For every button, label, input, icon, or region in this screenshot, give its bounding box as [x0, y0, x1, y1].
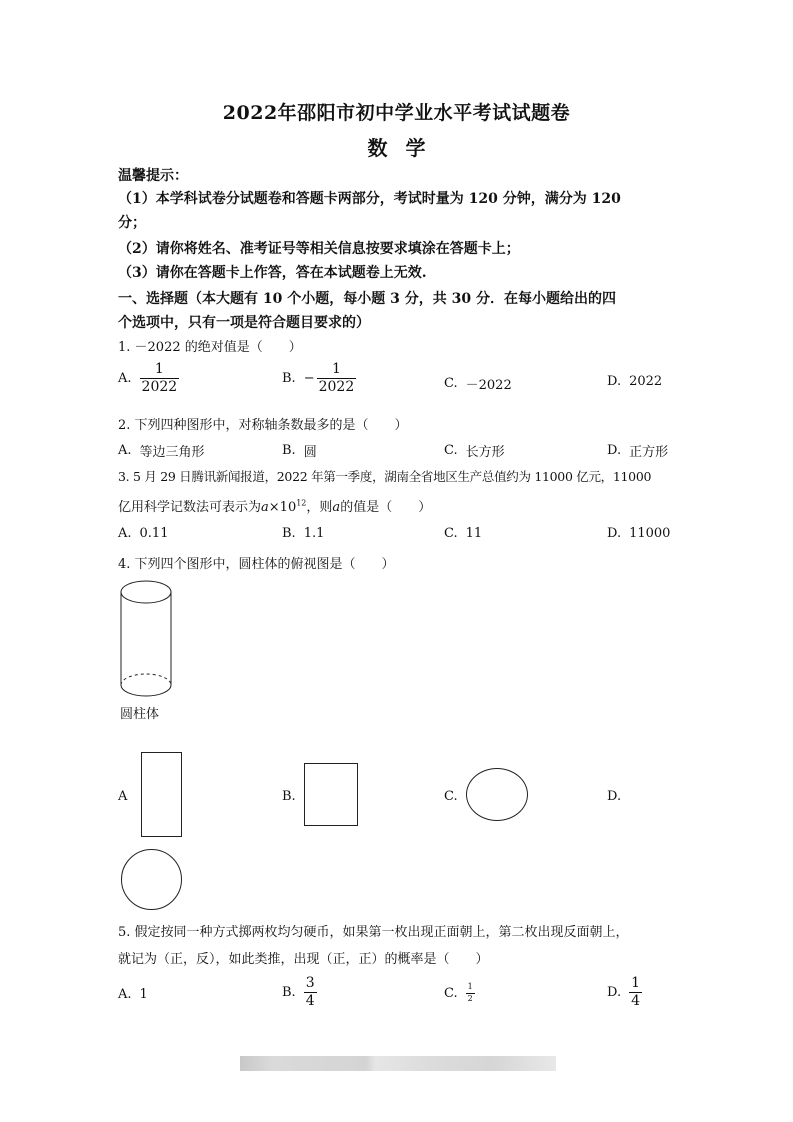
fraction: $\frac{1}{2}$ — [467, 982, 473, 1003]
fraction: $\frac{1}{2022}$ — [141, 361, 178, 396]
notice-item-1-cont: 分； — [118, 215, 146, 231]
notice-item-2: （2）请你将姓名、准考证号等相关信息按要求填涂在答题卡上； — [118, 241, 520, 257]
cylinder-figure — [118, 578, 178, 703]
question-3-option-d[interactable]: D. 11000 — [607, 526, 671, 541]
question-1-stem: 1. －2022 的绝对值是（ ） — [118, 340, 302, 355]
question-3-option-c[interactable]: C. 11 — [444, 526, 483, 541]
question-5-option-a[interactable]: A. 1 — [118, 987, 148, 1002]
notice-item-3: （3）请你在答题卡上作答，答在本试题卷上无效. — [118, 265, 427, 281]
subject-title: 数学 — [367, 136, 444, 160]
question-2-option-c[interactable]: C. 长方形 — [444, 443, 505, 460]
question-1-option-a[interactable] — [118, 362, 179, 396]
question-5-option-c[interactable]: C. $\frac{1}{2}$ — [444, 982, 473, 1003]
exam-title: 2022年邵阳市初中学业水平考试试题卷 — [222, 102, 571, 124]
option-b-square[interactable] — [304, 763, 358, 826]
cylinder-caption: 圆柱体 — [120, 707, 160, 722]
question-4-stem: 4. 下列四个图形中，圆柱体的俯视图是（ ） — [118, 557, 395, 572]
fraction: $\frac{3}{4}$ — [305, 975, 315, 1010]
option-label: A. — [118, 371, 132, 387]
question-3-stem-line1: 3. 5 月 29 日腾讯新闻报道，2022 年第一季度，湖南全省地区生产总值约为 11000 亿元，11000 — [118, 469, 652, 484]
question-1-option-d[interactable]: D. 2022 — [607, 374, 663, 389]
blurred-footer-watermark — [240, 1056, 556, 1071]
option-a-rectangle[interactable] — [141, 752, 182, 837]
option-c-ellipse[interactable] — [466, 768, 528, 821]
question-3-stem-line2: 亿用科学记数法可表示为$a\times 10^{12}$，则a的值是（ ） — [118, 498, 432, 515]
question-2-option-b[interactable]: B. 圆 — [282, 443, 317, 460]
question-5-stem-line1: 5. 假定按同一种方式掷两枚均匀硬币，如果第一枚出现正面朝上，第二枚出现反面朝上， — [118, 925, 629, 940]
fraction: $\frac{1}{2022}$ — [318, 361, 355, 396]
question-4-option-b-label[interactable]: B. — [282, 789, 296, 804]
question-5-stem-line2: 就记为（正，反），如此类推，出现（正，正）的概率是（ ） — [118, 952, 489, 967]
notice-item-1: （1）本学科试卷分试题卷和答题卡两部分，考试时量为 120 分钟，满分为 120 — [118, 191, 621, 207]
question-2-option-d[interactable]: D. 正方形 — [607, 443, 669, 460]
question-3-option-b[interactable]: B. 1.1 — [282, 526, 325, 541]
fraction: $\frac{1}{4}$ — [631, 975, 641, 1010]
question-2-stem: 2. 下列四种图形中，对称轴条数最多的是（ ） — [118, 418, 408, 433]
question-1-option-b[interactable]: B. − $\frac{1}{2022}$ — [282, 361, 355, 396]
question-4-option-d-label[interactable]: D. — [607, 789, 622, 804]
question-3-option-a[interactable]: A. 0.11 — [118, 526, 169, 541]
notice-heading: 温馨提示： — [118, 168, 188, 184]
question-4-option-a-label[interactable]: A — [118, 789, 128, 804]
option-label: B. — [282, 371, 296, 387]
section-heading-line1: 一、选择题（本大题有 10 个小题，每小题 3 分，共 30 分．在每小题给出的四 — [118, 291, 616, 307]
question-1-option-c[interactable]: C. －2022 — [444, 376, 512, 393]
question-5-option-d[interactable]: D. $\frac{1}{4}$ — [607, 975, 641, 1010]
option-d-circle[interactable] — [121, 849, 182, 910]
section-heading-line2: 个选项中，只有一项是符合题目要求的） — [118, 315, 370, 331]
question-2-option-a[interactable]: A. 等边三角形 — [118, 443, 205, 460]
question-4-option-c-label[interactable]: C. — [444, 789, 458, 804]
question-5-option-b[interactable]: B. $\frac{3}{4}$ — [282, 975, 315, 1010]
